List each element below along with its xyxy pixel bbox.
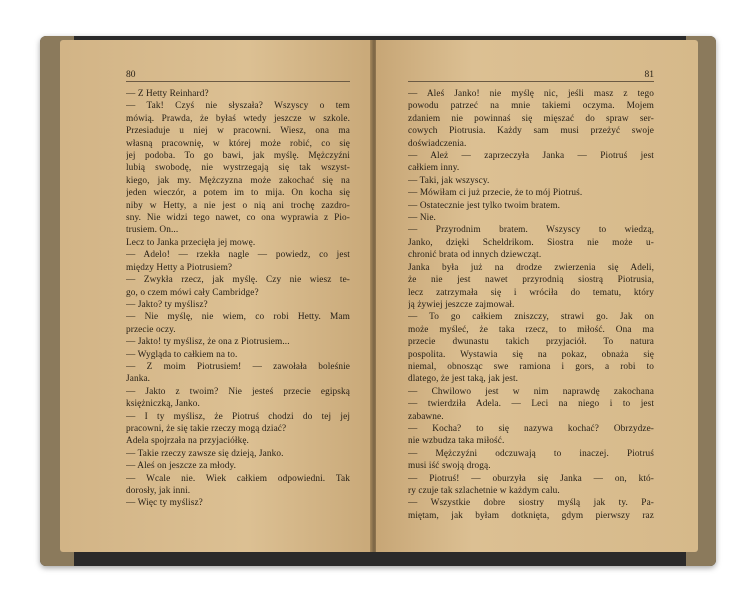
text-line: — Wszystkie dobre siostry myślą jak ty. Pa- xyxy=(408,498,654,509)
text-line: przecie oczy. xyxy=(126,324,176,335)
text-line: między Hetty a Piotrusiem? xyxy=(126,262,233,273)
text-line: — Chwilowo jest w nim naprawdę zakochana xyxy=(408,386,654,397)
text-line: go, o czem mówi cały Cambridge? xyxy=(126,287,259,298)
text-line: musi iść swoją drogą. xyxy=(408,461,491,472)
text-line: cowych Piotrusia. Każdy sam musi przeżyć swoje xyxy=(408,126,654,137)
left-page-number: 80 xyxy=(126,70,136,80)
text-line: lecz zatrzymała się i wróciła do tematu, który xyxy=(408,287,654,298)
left-page xyxy=(60,40,372,552)
text-line: — Piotruś! — oburzyła się Janka — on, któ- xyxy=(408,473,654,484)
text-line: — Wygląda to całkiem na to. xyxy=(126,349,238,360)
left-page-text xyxy=(126,88,350,510)
text-line: — Z Hetty Reinhard? xyxy=(126,89,209,99)
text-line: — Aleś Janko! nie myślę nic, jeśli masz z tego xyxy=(408,89,654,99)
text-line: — Ostatecznie jest tylko twoim bratem. xyxy=(408,200,560,211)
text-line: miętam, jak byłam dotknięta, gdym pierwszy raz xyxy=(408,510,654,521)
text-line: powodu patrzeć na mnie takiemi oczyma. Mojem xyxy=(408,101,654,112)
right-page-text xyxy=(408,88,654,522)
text-line: — Tak! Czyś nie słyszała? Wszyscy o tem xyxy=(126,101,350,112)
text-line: sny. Nie widzi tego nawet, co ona wyprawia z Pio- xyxy=(126,213,350,224)
text-line: ją żywiej jeszcze zajmował. xyxy=(408,299,515,310)
text-line: — Mężczyźni odczuwają to inaczej. Piotruś xyxy=(408,448,654,459)
text-line: — Przyrodnim bratem. Wszyscy to wiedzą, xyxy=(408,225,654,236)
text-line: — Jakto z twoim? Nie jesteś przecie egipską xyxy=(126,386,350,397)
text-line: dorosły, jak inni. xyxy=(126,486,191,496)
text-line: pracowni, że się takie rzeczy mogą dziać? xyxy=(126,423,287,434)
text-line: — Taki, jak wszyscy. xyxy=(408,175,490,186)
text-line: — Jakto! ty myślisz, że ona z Piotrusiem... xyxy=(126,337,290,348)
text-line: kiego, jak my. Mężczyzna może zakochać się na xyxy=(126,175,350,186)
right-page-number: 81 xyxy=(644,70,654,80)
text-line: — Zwykła rzecz, jak myślę. Czy nie wiesz te- xyxy=(126,275,350,286)
text-line: Przesiaduje u niej w pracowni. Wiesz, ona ma xyxy=(126,126,350,137)
text-line: zabawne. xyxy=(408,411,444,422)
text-line: — To go całkiem zniszczy, strawi go. Jak on xyxy=(408,312,654,323)
text-line: Lecz to Janka przecięła jej mowę. xyxy=(126,237,256,248)
text-line: własną pracownię, w której może robić, co się xyxy=(126,138,350,149)
text-line: niby w Hetty, a nie jest o nią ani trochę zazdro- xyxy=(126,200,350,211)
text-line: niemal, obnosząc swe ramiona i gors, a robi to xyxy=(408,361,654,372)
text-line: Adela spojrzała na przyjaciółkę. xyxy=(126,436,249,447)
text-line: — Nie. xyxy=(408,213,436,224)
text-line: Janka była już na drodze zwierzenia się Adeli, xyxy=(408,262,654,273)
text-line: — twierdziła Adela. — Leci na niego i to jest xyxy=(408,399,654,410)
text-line: — I ty myślisz, że Piotruś chodzi do tej jej xyxy=(126,411,350,422)
text-line: — Aleś on jeszcze za młody. xyxy=(126,461,237,472)
text-line: — Adelo! — rzekła nagle — powiedz, co jest xyxy=(126,250,350,261)
text-line: jeden wieczór, a potem im to mija. On kocha się xyxy=(126,188,350,199)
text-line: mówią. Prawda, że byłaś wtedy jeszcze w szkole. xyxy=(126,113,350,124)
text-line: przecie dwunastu takich przyjaciół. To natura xyxy=(408,337,654,348)
text-line: pospolita. Wystawia się na pokaz, obnaża się xyxy=(408,349,654,360)
text-line: — Ależ — zaprzeczyła Janka — Piotruś jest xyxy=(408,151,654,162)
text-line: doświadczenia. xyxy=(408,138,467,149)
text-line: jej podoba. To go bawi, jak myślę. Mężczyźni xyxy=(126,151,350,162)
text-line: — Nie myślę, nie wiem, co robi Hetty. Mam xyxy=(126,312,350,323)
text-line: trusiem. On... xyxy=(126,225,179,236)
text-line: — Z moim Piotrusiem! — zawołała boleśnie xyxy=(126,361,350,372)
text-line: dlatego, że jest taką, jak jest. xyxy=(408,374,519,385)
text-line: Janko, dzięki Scheldrikom. Siostra nie może u- xyxy=(408,237,654,248)
text-line: chronić brata od innych dziewcząt. xyxy=(408,250,542,261)
text-line: — Wcale nie. Wiek całkiem odpowiedni. Tak xyxy=(126,473,350,484)
left-page-header xyxy=(126,70,350,82)
text-line: — Więc ty myślisz? xyxy=(126,498,203,509)
text-line: nie wzbudza taka miłość. xyxy=(408,436,505,447)
text-line: ry czuje tak szlachetnie w każdym calu. xyxy=(408,486,560,496)
text-line: zdaniem nie powinnaś się mięszać do spraw ser- xyxy=(408,113,654,124)
text-line: że nie jest nawet przyrodnią siostrą Piotrusia, xyxy=(408,275,654,286)
text-line: — Mówiłam ci już przecie, że to mój Piotruś. xyxy=(408,188,583,199)
text-line: — Jakto? ty myślisz? xyxy=(126,299,208,310)
text-line: — Kocha? to się nazywa kochać? Obrzydze- xyxy=(408,423,654,434)
text-line: księżniczką, Janko. xyxy=(126,399,200,410)
text-line: Janka. xyxy=(126,374,151,385)
right-page-header xyxy=(408,70,654,82)
text-line: — Takie rzeczy zawsze się dzieją, Janko. xyxy=(126,448,284,459)
text-line: całkiem inny. xyxy=(408,163,460,174)
text-line: lubią swobodę, nie wystrzegają się tak wszyst- xyxy=(126,163,350,174)
text-line: może myśleć, że taka rzecz, to miłość. Ona ma xyxy=(408,324,654,335)
right-page xyxy=(376,40,698,552)
